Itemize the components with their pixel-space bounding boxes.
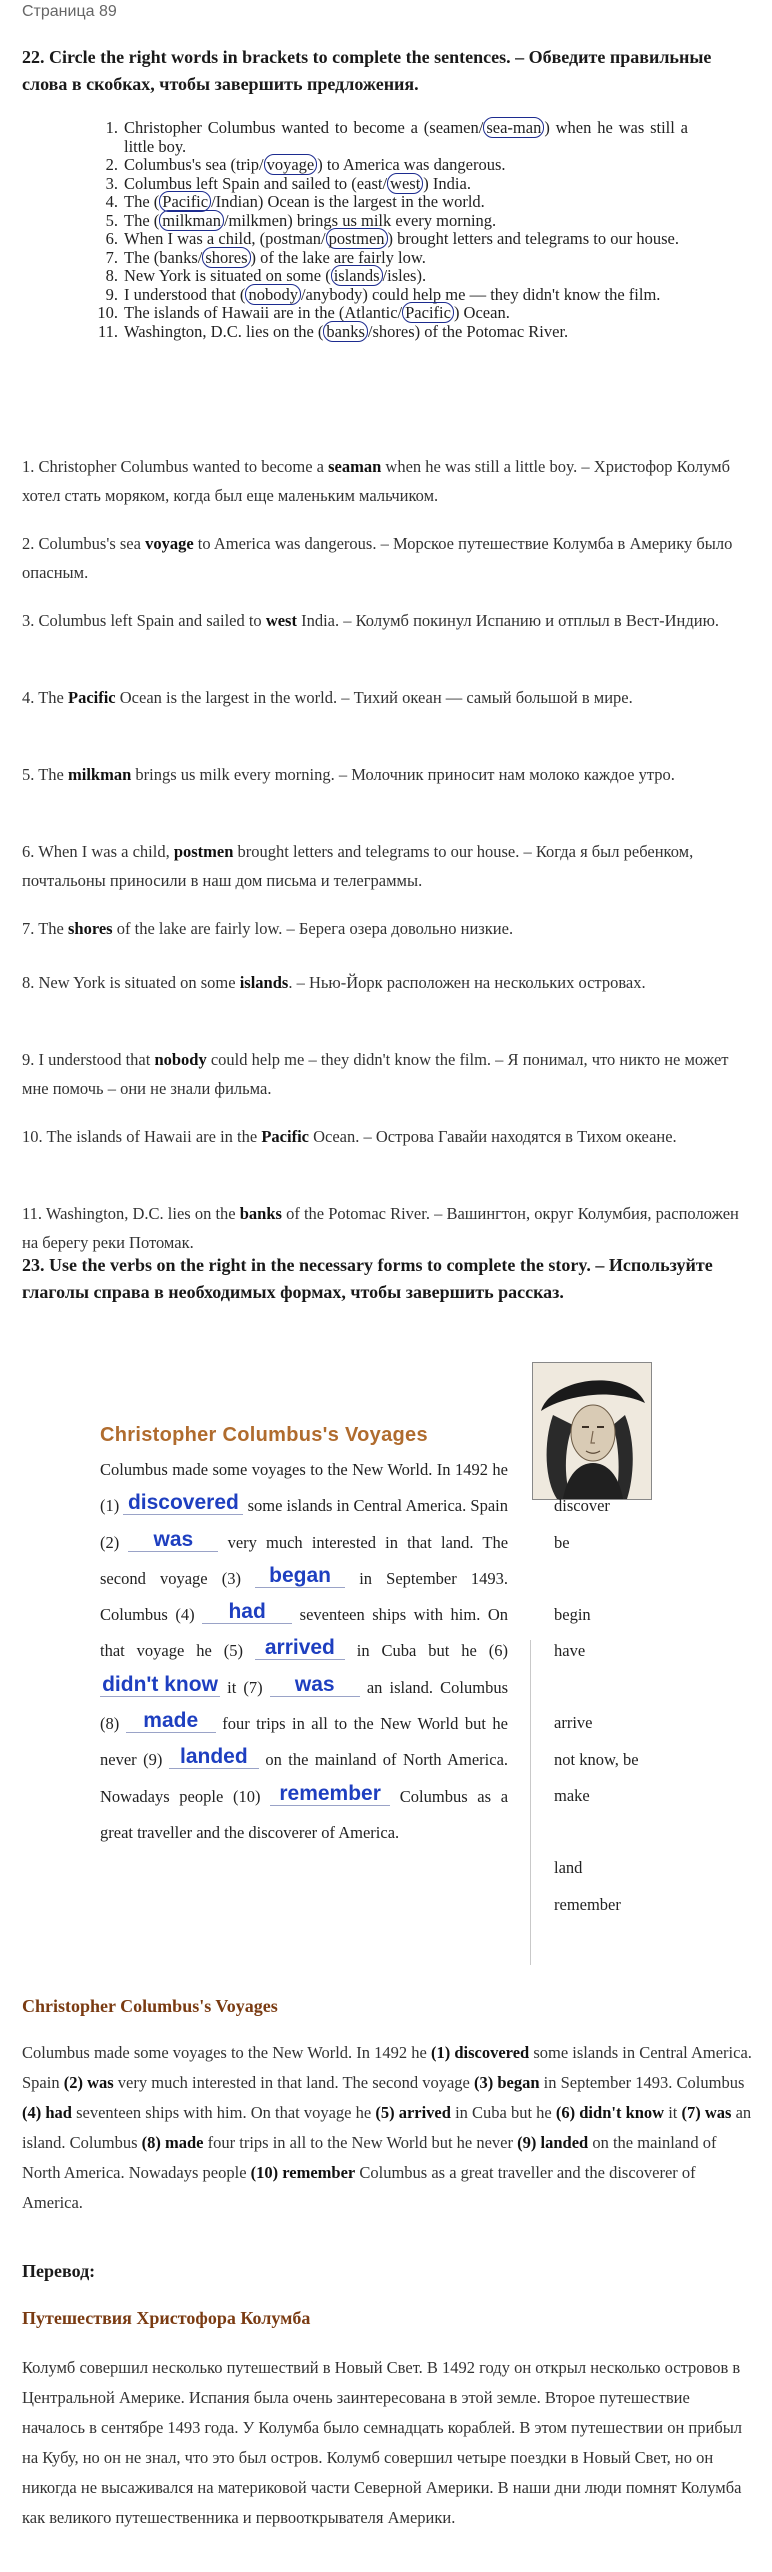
item-number: 4. — [105, 192, 118, 211]
answer-word: shores — [67, 919, 113, 938]
item-number: 6. — [105, 229, 118, 248]
answer-word: Pacific — [67, 688, 116, 707]
answer-text: 9. I understood that — [22, 1050, 155, 1069]
verb-not-know-be: not know, be — [554, 1750, 639, 1769]
item-text: I understood that ( — [124, 284, 246, 304]
story-answer: (1) discovered — [430, 2043, 530, 2062]
story-answer: (5) arrived — [375, 2103, 451, 2122]
answer-word: voyage — [145, 534, 194, 553]
story-text: four trips in all to the New World but he never — [203, 2133, 518, 2152]
story-text: Columbus as a great traveller and the discoverer of America. — [22, 2163, 696, 2212]
item-text: The ( — [124, 210, 160, 230]
book-text-segment: seventeen ships with him. On that voyage he (5) — [100, 1605, 509, 1661]
book-text-segment: Columbus made some voyages to the New World. In 1492 he (1) — [100, 1460, 508, 1516]
verb-make: make — [554, 1786, 590, 1805]
answer-text: . – Нью-Йорк расположен на нескольких островах. — [288, 973, 646, 992]
item-text: When I was a child, (postman/ — [124, 229, 326, 248]
translation-label: Перевод: — [22, 2261, 96, 2281]
verb-discover: discover — [554, 1496, 610, 1515]
story-text: on the mainland of North America. Nowadays people — [22, 2133, 717, 2182]
circled-word: voyage — [264, 154, 318, 175]
item-number: 7. — [105, 247, 118, 267]
task-23-title: 23. Use the verbs on the right in the necessary forms to complete the story. – Используйте глаголы справа в необходимых формах, чтобы завершить рассказ. — [22, 1255, 713, 1302]
story-answer-text — [22, 2038, 752, 2218]
answer-text: India. – Колумб покинул Испанию и отплыл в Вест-Индию. — [296, 611, 720, 630]
item-text: New York is situated on some ( — [124, 266, 331, 285]
book-text-segment: Columbus as a great traveller and the discoverer of America. — [100, 1786, 509, 1842]
exercise-item — [88, 119, 688, 156]
story-answer: (9) landed — [517, 2133, 589, 2152]
answer-gap-8: made — [126, 1710, 216, 1733]
exercise-item — [88, 230, 688, 249]
verb-begin: begin — [554, 1605, 591, 1624]
item-text: ) brought letters and telegrams to our house. — [387, 229, 679, 248]
answer-text: to America was dangerous. – Морское путешествие Колумба в Америку было опасным. — [22, 534, 733, 582]
answer-word: nobody — [154, 1050, 207, 1069]
circled-word: nobody — [245, 284, 301, 305]
item-text: ) of the lake are fairly low. — [250, 247, 426, 267]
story-answer: (4) had — [22, 2103, 72, 2122]
book-text-segment: an island. Columbus (8) — [100, 1677, 509, 1734]
answer-paragraph — [22, 1199, 752, 1257]
story-answer: (7) was — [681, 2103, 732, 2122]
circled-word: sea-man — [483, 117, 544, 138]
exercise-22-textbook — [88, 119, 688, 341]
exercise-item — [88, 304, 688, 323]
answer-word: islands — [239, 973, 289, 992]
circled-word: postmen — [326, 228, 388, 249]
exercise-item — [88, 267, 688, 286]
story-heading: Christopher Columbus's Voyages — [22, 1996, 278, 2016]
answer-text: 6. When I was a child, — [22, 842, 174, 861]
circled-word: west — [387, 173, 423, 194]
item-text: /Indian) Ocean is the largest in the world. — [211, 192, 485, 211]
answer-gap-7: was — [270, 1674, 360, 1697]
item-text: Columbus left Spain and sailed to (east/ — [124, 173, 388, 193]
answer-paragraph — [22, 683, 752, 712]
story-text: in Cuba but he — [450, 2103, 556, 2122]
circled-word: shores — [202, 247, 250, 268]
item-text: Columbus's sea (trip/ — [124, 155, 264, 174]
circled-word: Pacific — [402, 302, 454, 323]
story-text: some islands in Central America. Spain — [22, 2043, 752, 2092]
answer-paragraph — [22, 1122, 752, 1151]
item-text: /shores) of the Potomac River. — [367, 321, 569, 341]
verb-column-divider — [530, 1640, 531, 1965]
item-number: 2. — [105, 155, 118, 174]
story-text: an island. Columbus — [22, 2103, 752, 2152]
answer-text: 1. Christopher Columbus wanted to become a — [22, 457, 329, 476]
answer-paragraph — [22, 760, 752, 789]
item-number: 8. — [105, 266, 118, 285]
book-text-segment: it (7) — [227, 1677, 263, 1697]
answer-text: of the lake are fairly low. – Берега озера довольно низкие. — [112, 919, 514, 938]
exercise-item — [88, 249, 688, 268]
item-text: ) Ocean. — [453, 303, 510, 322]
circled-word: islands — [331, 265, 383, 286]
story-text: very much interested in that land. The second voyage — [113, 2073, 474, 2092]
translation-heading: Путешествия Христофора Колумба — [22, 2308, 311, 2328]
answer-word: west — [265, 611, 297, 630]
answer-text: 4. The — [22, 688, 68, 707]
item-text: /milkmen) brings us milk every morning. — [223, 210, 497, 230]
item-number: 9. — [105, 284, 118, 304]
book-story-text — [100, 1452, 508, 1851]
book-text-segment: on the mainland of North America. Nowadays people (10) — [100, 1750, 509, 1806]
answer-text: when he was still a little boy. – Христофор Колумб хотел стать моряком, когда был еще маленьким мальчиком. — [22, 457, 730, 505]
answer-word: postmen — [173, 842, 234, 861]
story-answer: (8) made — [141, 2133, 204, 2152]
book-story-heading: Christopher Columbus's Voyages — [100, 1424, 428, 1446]
circled-word: banks — [323, 321, 368, 342]
item-text: ) India. — [423, 173, 471, 193]
item-text: Christopher Columbus wanted to become a (seamen/ — [124, 118, 484, 137]
exercise-item — [88, 323, 688, 342]
item-text: The islands of Hawaii are in the (Atlantic/ — [124, 303, 403, 322]
book-text-segment: four trips in all to the New World but he never (9) — [100, 1714, 509, 1770]
verb-be: be — [554, 1533, 570, 1552]
answer-paragraph — [22, 529, 752, 587]
exercise-item — [88, 212, 688, 231]
answer-text: 2. Columbus's sea — [22, 534, 146, 553]
exercise-item — [88, 156, 688, 175]
answer-paragraph — [22, 968, 752, 997]
story-answer: (6) didn't know — [555, 2103, 665, 2122]
item-text: ) when he was still a little boy. — [124, 118, 688, 156]
answer-word: Pacific — [261, 1127, 309, 1146]
verb-remember: remember — [554, 1895, 621, 1914]
book-text-segment: very much interested in that land. The second voyage (3) — [100, 1532, 509, 1588]
circled-word: milkman — [159, 210, 224, 231]
answer-paragraph — [22, 606, 752, 635]
item-number: 10. — [97, 303, 118, 322]
item-number: 11. — [97, 321, 118, 341]
answer-text: brings us milk every morning. – Молочник приносит нам молоко каждое утро. — [131, 765, 675, 784]
answer-gap-5: arrived — [255, 1637, 345, 1660]
item-text: /isles). — [382, 266, 427, 285]
answer-text: Ocean. – Острова Гавайи находятся в Тихом океане. — [308, 1127, 677, 1146]
story-text: seventeen ships with him. On that voyage he — [71, 2103, 376, 2122]
item-text: The (banks/ — [124, 247, 203, 267]
exercise-item — [88, 286, 688, 305]
answer-gap-4: had — [202, 1601, 292, 1624]
answer-gap-1: discovered — [123, 1492, 243, 1515]
item-number: 3. — [105, 173, 118, 193]
answer-text: 11. Washington, D.C. lies on the — [22, 1204, 240, 1223]
answer-word: banks — [239, 1204, 282, 1223]
item-text: Washington, D.C. lies on the ( — [124, 321, 324, 341]
answer-gap-9: landed — [169, 1746, 259, 1769]
answer-gap-3: began — [255, 1565, 345, 1588]
verb-have: have — [554, 1641, 586, 1660]
circled-word: Pacific — [159, 191, 211, 212]
answer-text: 5. The — [22, 765, 68, 784]
story-text: in September 1493. Columbus — [539, 2073, 745, 2092]
story-text: Columbus made some voyages to the New World. In 1492 he — [22, 2043, 431, 2062]
page-number-label: Страница 89 — [22, 3, 117, 20]
book-text-segment: in Cuba but he (6) — [356, 1641, 509, 1661]
verb-land: land — [554, 1858, 583, 1877]
book-text-segment: in September 1493. Columbus (4) — [100, 1568, 508, 1625]
item-number: 1. — [105, 118, 118, 137]
story-answer: (10) remember — [250, 2163, 356, 2182]
answer-text: Ocean is the largest in the world. – Тихий океан — самый большой в мире. — [115, 688, 633, 707]
item-text: The ( — [124, 192, 160, 211]
translation-text: Колумб совершил несколько путешествий в Новый Свет. В 1492 году он открыл несколько островов в Центральной Америке. Испания была очень заинтересована в этой земле. Второе путешествие началось в сентябре 1493 года. У Колумба было семнадцать кораблей. В этом путешествии он прибыл на Кубу, но он не знал, что это был остров. Колумб совершил четыре поездки в Новый Свет, но он никогда не высаживался на материковой части Северной Америки. В наши дни люди помнят Колумба как великого путешественника и первооткрывателя Америки. — [22, 2358, 743, 2527]
columbus-portrait — [532, 1362, 652, 1500]
answer-paragraph — [22, 914, 752, 943]
item-number: 5. — [105, 210, 118, 230]
item-text: /anybody) could help me — they didn't know the film. — [300, 284, 661, 304]
answer-text: could help me – they didn't know the film. – Я понимал, что никто не может мне помочь – они не знали фильма. — [22, 1050, 729, 1098]
answer-word: milkman — [67, 765, 132, 784]
answer-gap-6: didn't know — [100, 1674, 220, 1697]
answer-gap-10: remember — [270, 1783, 390, 1806]
answer-text: brought letters and telegrams to our house. – Когда я был ребенком, почтальоны приносили в наш дом письма и телеграммы. — [22, 842, 694, 890]
story-text: it — [664, 2103, 682, 2122]
answer-text: of the Potomac River. – Вашингтон, округ Колумбия, расположен на берегу реки Потомак. — [22, 1204, 739, 1252]
answer-text: 10. The islands of Hawaii are in the — [22, 1127, 262, 1146]
verb-arrive: arrive — [554, 1713, 593, 1732]
story-answer: (2) was — [63, 2073, 114, 2092]
answer-paragraph — [22, 1045, 752, 1103]
answer-gap-2: was — [128, 1529, 218, 1552]
answer-paragraph — [22, 837, 752, 895]
answer-text: 8. New York is situated on some — [22, 973, 240, 992]
answer-word: seaman — [328, 457, 382, 476]
exercise-item — [88, 193, 688, 212]
answer-text: 3. Columbus left Spain and sailed to — [22, 611, 266, 630]
answer-paragraph — [22, 452, 752, 510]
book-text-segment: some islands in Central America. Spain (2) — [100, 1496, 508, 1552]
story-answer: (3) began — [473, 2073, 540, 2092]
answer-text: 7. The — [22, 919, 68, 938]
item-text: ) to America was dangerous. — [317, 155, 506, 174]
task-22-title: 22. Circle the right words in brackets to complete the sentences. – Обведите правильные слова в скобках, чтобы завершить предложения. — [22, 47, 712, 94]
